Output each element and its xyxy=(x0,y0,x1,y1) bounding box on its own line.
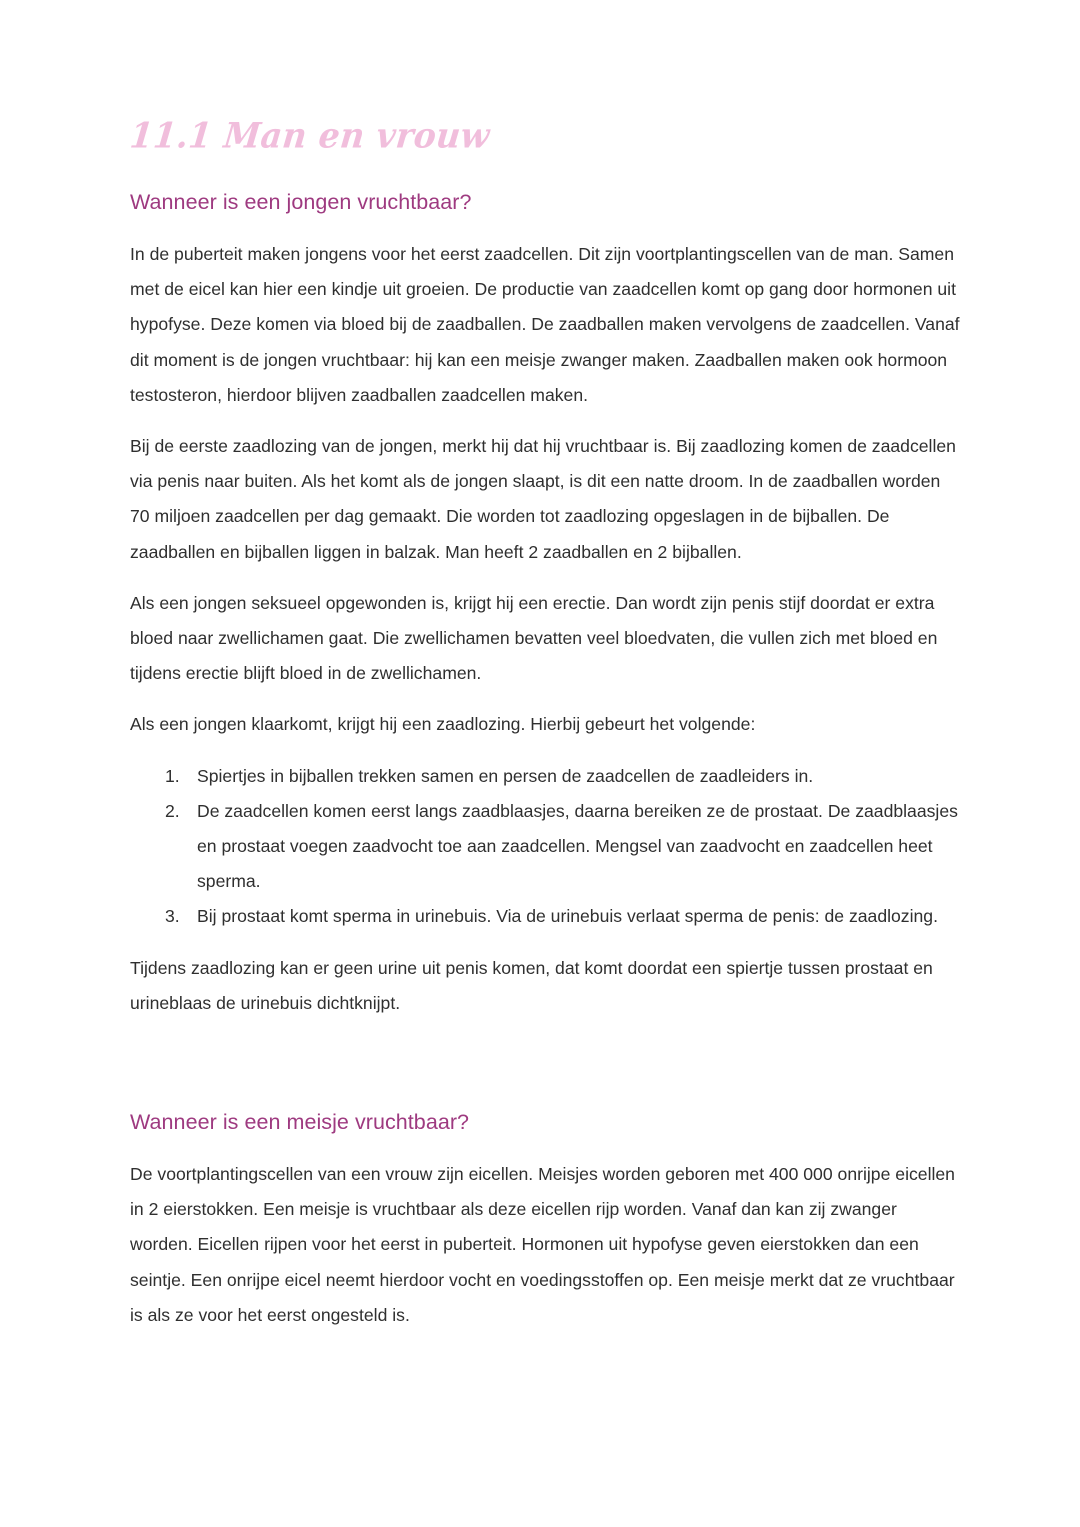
list-item: Spiertjes in bijballen trekken samen en persen de zaadcellen de zaadleiders in. xyxy=(197,765,814,786)
section-divider-space xyxy=(130,1037,960,1109)
list-item: Bij prostaat komt sperma in urinebuis. Via de urinebuis verlaat sperma de penis: de zaadlozing. xyxy=(197,906,938,927)
list-item: De zaadcellen komen eerst langs zaadblaasjes, daarna bereiken ze de prostaat. De zaadblaasjes en prostaat voegen zaadvocht toe aan zaadcellen. Mengsel van zaadvocht en zaadcellen heet sperma. xyxy=(197,800,958,892)
paragraph: Tijdens zaadlozing kan er geen urine uit penis komen, dat komt doordat een spiertje tussen prostaat en urineblaas de urinebuis dichtknijpt. xyxy=(130,957,933,1013)
section-heading-meisje: Wanneer is een meisje vruchtbaar? xyxy=(130,1109,470,1134)
section-jongen-vruchtbaar xyxy=(130,189,960,1021)
paragraph: In de puberteit maken jongens voor het eerst zaadcellen. Dit zijn voortplantingscellen van de man. Samen met de eicel kan hier een kindje uit groeien. De productie van zaadcellen komt op gang door hormonen uit hypofyse. Deze komen via bloed bij de zaadballen. De zaadballen maken vervolgens de zaadcellen. Vanaf dit moment is de jongen vruchtbaar: hij kan een meisje zwanger maken. Zaadballen maken ook hormoon testosteron, hierdoor blijven zaadballen zaadcellen maken. xyxy=(130,243,960,405)
ordered-list-zaadlozing xyxy=(130,759,960,935)
paragraph: Als een jongen seksueel opgewonden is, krijgt hij een erectie. Dan wordt zijn penis stijf doordat er extra bloed naar zwellichamen gaat. Die zwellichamen bevatten veel bloedvaten, die vullen zich met bloed en tijdens erectie blijft bloed in de zwellichamen. xyxy=(130,592,938,684)
page-title: 11.1 Man en vrouw xyxy=(127,114,492,157)
document-content xyxy=(127,114,960,1349)
paragraph: Als een jongen klaarkomt, krijgt hij een zaadlozing. Hierbij gebeurt het volgende: xyxy=(130,714,756,735)
paragraph: Bij de eerste zaadlozing van de jongen, merkt hij dat hij vruchtbaar is. Bij zaadlozing komen de zaadcellen via penis naar buiten. Als het komt als de jongen slaapt, is dit een natte droom. In de zaadballen worden 70 miljoen zaadcellen per dag gemaakt. Die worden tot zaadlozing opgeslagen in de bijballen. De zaadballen en bijballen liggen in balzak. Man heeft 2 zaadballen en 2 bijballen. xyxy=(130,435,956,562)
paragraph: De voortplantingscellen van een vrouw zijn eicellen. Meisjes worden geboren met 400 000 onrijpe eicellen in 2 eierstokken. Een meisje is vruchtbaar als deze eicellen rijp worden. Vanaf dan kan zij zwanger worden. Eicellen rijpen voor het eerst in puberteit. Hormonen uit hypofyse geven eierstokken dan een seintje. Een onrijpe eicel neemt hierdoor vocht en voedingsstoffen op. Een meisje merkt dat ze vruchtbaar is als ze voor het eerst ongesteld is. xyxy=(130,1163,955,1325)
section-meisje-vruchtbaar xyxy=(130,1109,960,1333)
section-heading-jongen: Wanneer is een jongen vruchtbaar? xyxy=(130,189,472,214)
